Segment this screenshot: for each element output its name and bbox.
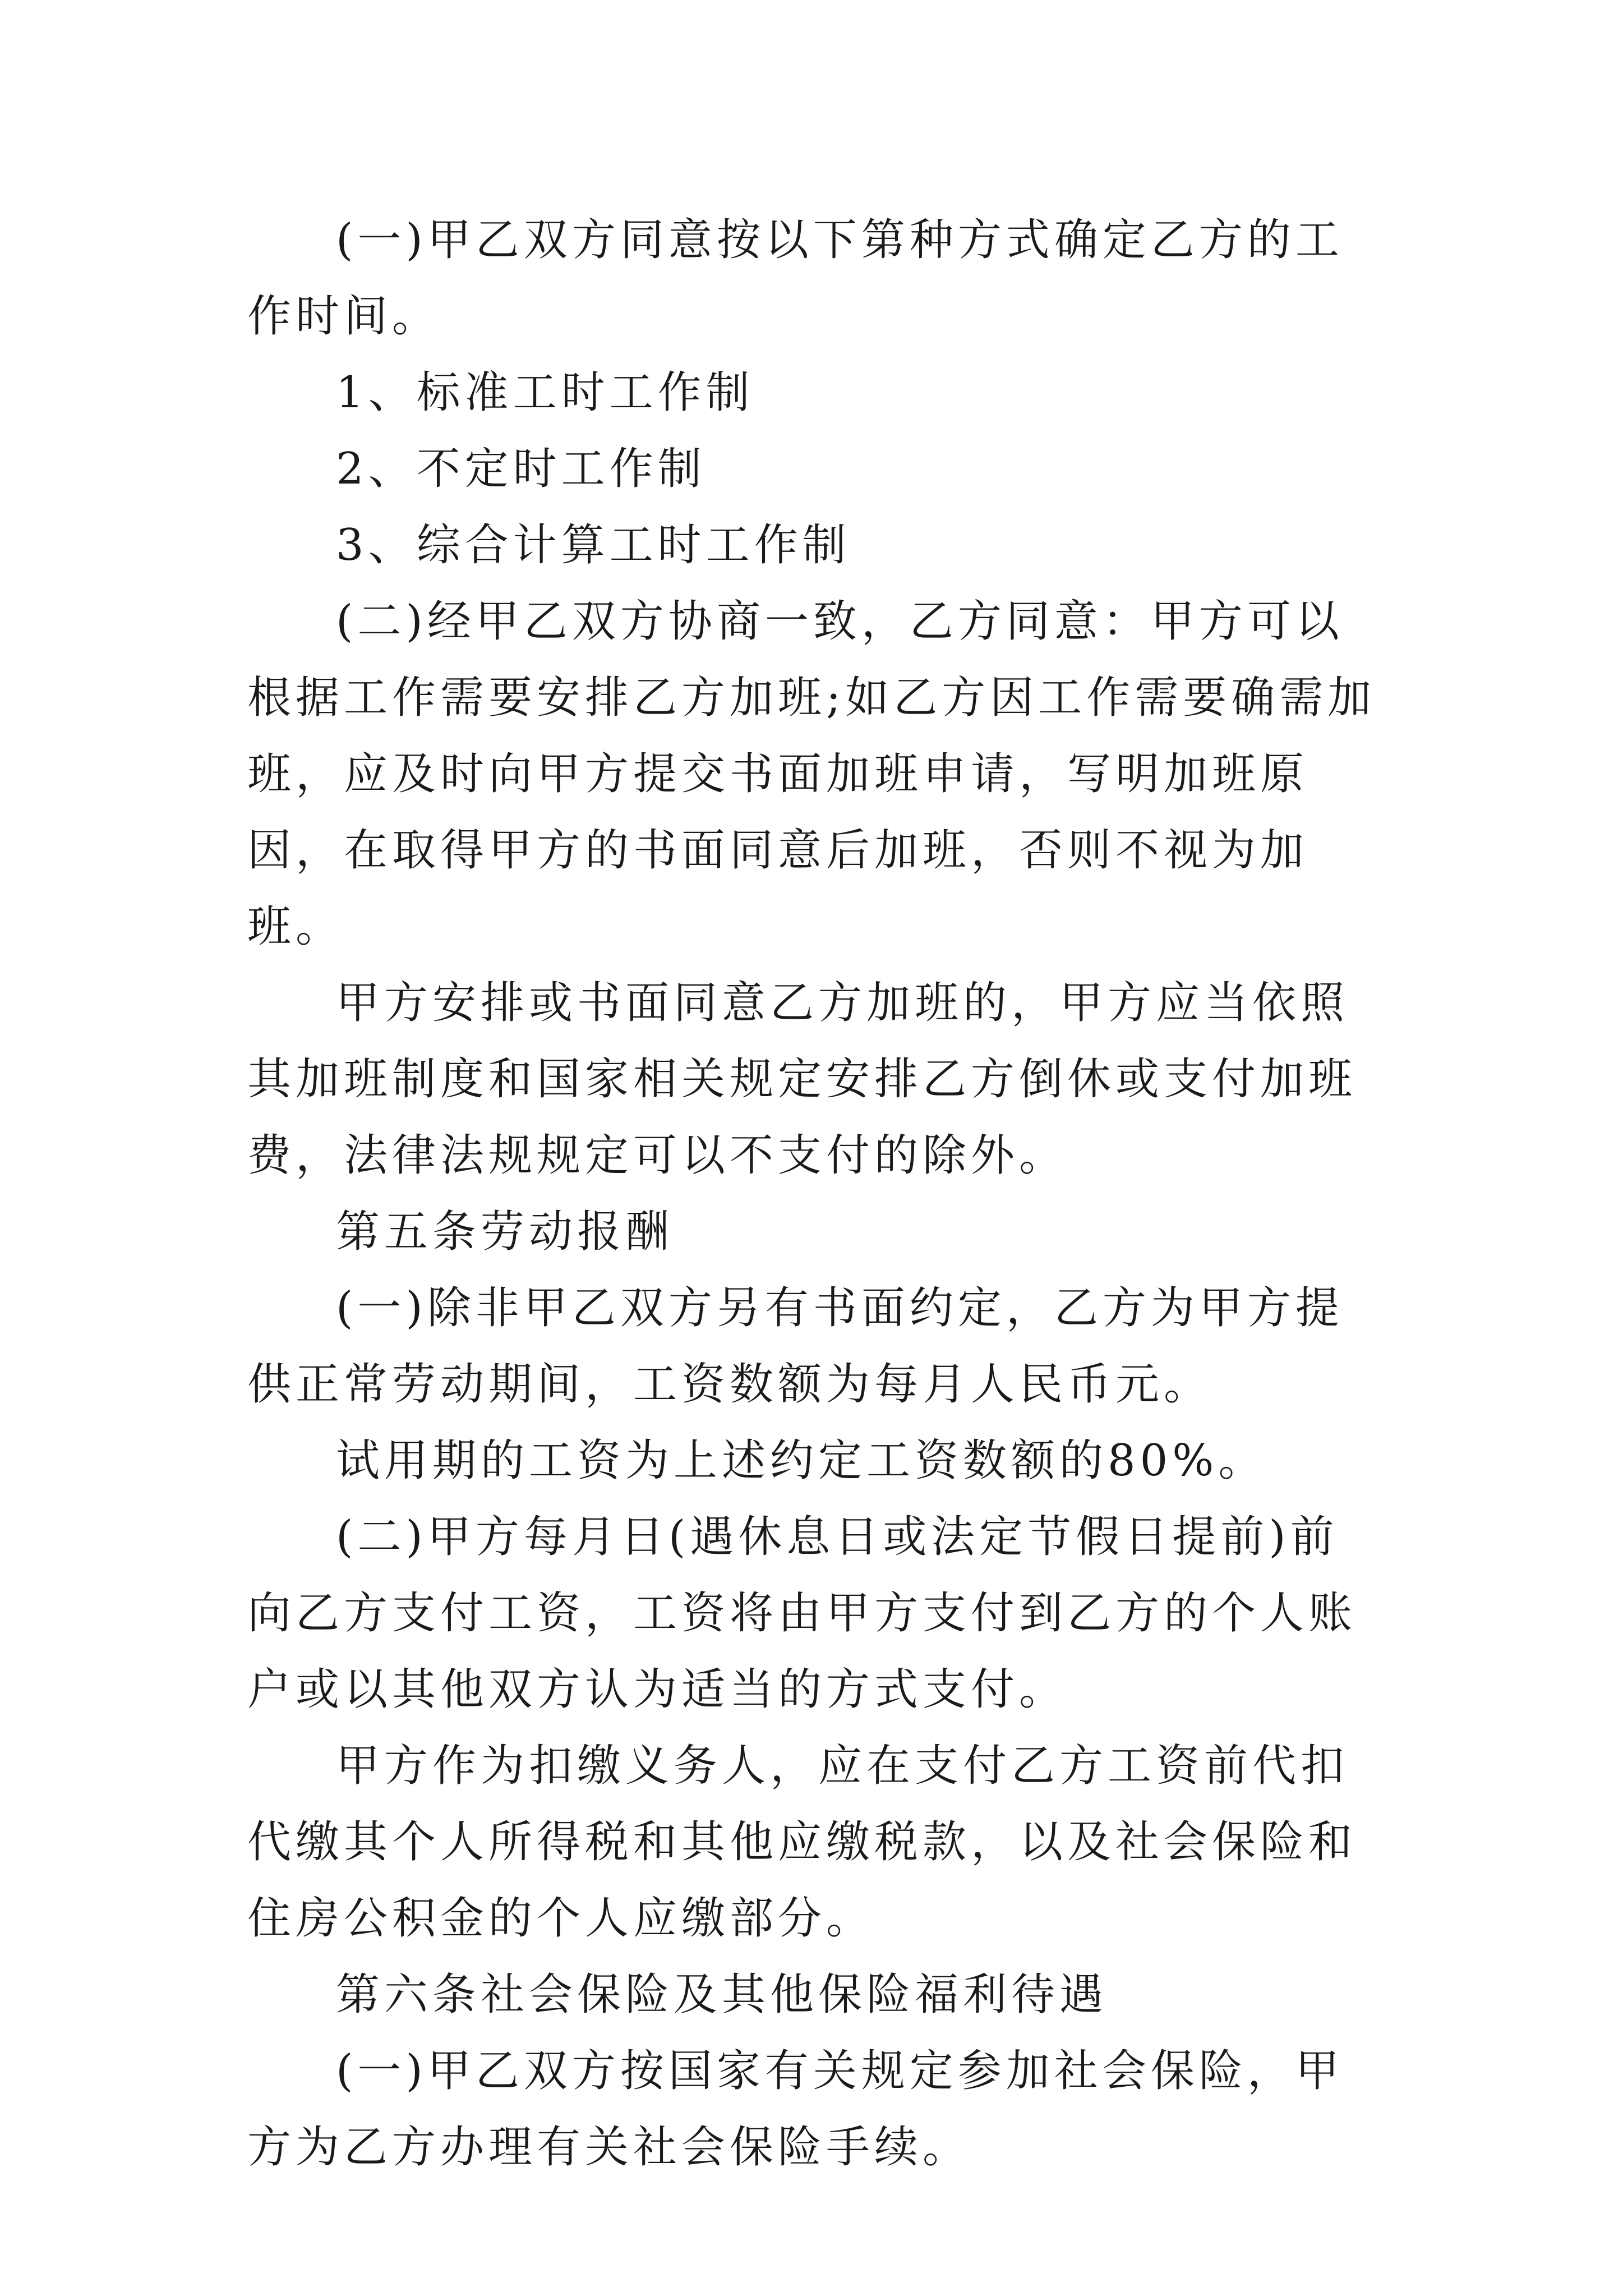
paragraph-social-insurance: (一)甲乙双方按国家有关规定参加社会保险，甲方为乙方办理有关社会保险手续。 xyxy=(247,2046,1344,2173)
paragraph-overtime-agreement: (二)经甲乙双方协商一致，乙方同意：甲方可以根据工作需要安排乙方加班;如乙方因工作需要确需加班，应及时向甲方提交书面加班申请，写明加班原因，在取得甲方的书面同意后加班，否则不视为加班。 xyxy=(247,596,1376,952)
heading-article-six: 第六条社会保险及其他保险福利待遇 xyxy=(336,1970,1108,2020)
paragraph-salary-payment: (二)甲方每月日(遇休息日或法定节假日提前)前向乙方支付工资，工资将由甲方支付到乙方的个人账户或以其他双方认为适当的方式支付。 xyxy=(247,1512,1357,1715)
paragraph-work-hours-intro: (一)甲乙双方同意按以下第种方式确定乙方的工作时间。 xyxy=(247,215,1344,342)
paragraph-flexible-hours: 2、不定时工作制 xyxy=(336,444,706,494)
paragraph-comprehensive-hours: 3、综合计算工时工作制 xyxy=(336,520,851,570)
paragraph-standard-hours: 1、标准工时工作制 xyxy=(336,367,754,418)
paragraph-overtime-compensation: 甲方安排或书面同意乙方加班的，甲方应当依照其加班制度和国家相关规定安排乙方倒休或支付加班费，法律法规规定可以不支付的除外。 xyxy=(247,978,1357,1181)
document-body xyxy=(247,202,1380,2185)
paragraph-tax-withholding: 甲方作为扣缴义务人，应在支付乙方工资前代扣代缴其个人所得税和其他应缴税款，以及社会保险和住房公积金的个人应缴部分。 xyxy=(247,1741,1357,1944)
heading-article-five: 第五条劳动报酬 xyxy=(336,1207,674,1257)
paragraph-salary-amount: (一)除非甲乙双方另有书面约定，乙方为甲方提供正常劳动期间，工资数额为每月人民币元。 xyxy=(247,1283,1344,1410)
paragraph-probation-salary: 试用期的工资为上述约定工资数额的80%。 xyxy=(336,1435,1267,1486)
